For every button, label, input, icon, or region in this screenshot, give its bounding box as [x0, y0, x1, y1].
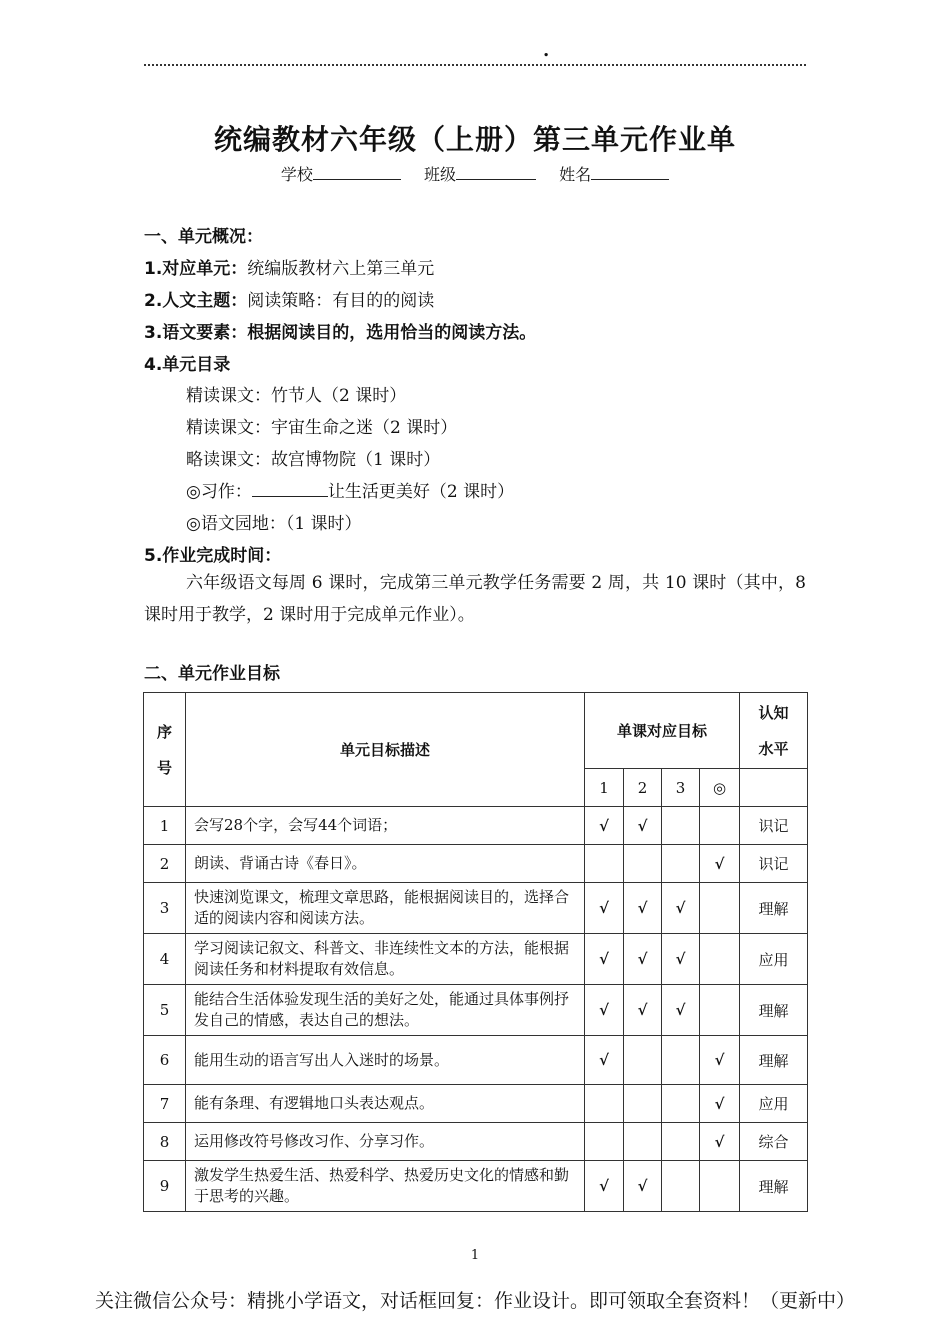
table-row — [144, 1161, 808, 1212]
check-cell — [624, 1036, 662, 1085]
row-description: 学习阅读记叙文、科普文、非连续性文本的方法，能根据阅读任务和材料提取有效信息。 — [186, 934, 585, 985]
row-level: 应用 — [740, 1085, 808, 1123]
row-level: 应用 — [740, 934, 808, 985]
item1-label: 1.对应单元： — [144, 259, 248, 279]
table-row — [144, 1036, 808, 1085]
row-description: 能结合生活体验发现生活的美好之处，能通过具体事例抒发自己的情感，表达自己的想法。 — [186, 985, 585, 1036]
check-cell — [662, 1085, 700, 1123]
check-cell: √ — [662, 883, 700, 934]
check-cell: √ — [624, 883, 662, 934]
name-label: 姓名 — [559, 165, 592, 184]
item2-value: 阅读策略：有目的的阅读 — [247, 291, 435, 311]
check-cell — [624, 1085, 662, 1123]
catalog-entry-garden: ◎语文园地：（1 课时） — [186, 514, 362, 534]
table-row — [144, 1085, 808, 1123]
check-cell: √ — [585, 883, 624, 934]
table-row — [144, 985, 808, 1036]
check-cell: √ — [585, 985, 624, 1036]
row-number: 3 — [144, 883, 186, 934]
check-cell — [662, 807, 700, 845]
header-cognitive-level: 认知水平 — [740, 693, 808, 769]
row-description: 会写28个字，会写44个词语； — [186, 807, 585, 845]
table-row — [144, 883, 808, 934]
row-number: 1 — [144, 807, 186, 845]
overview-item-time: 5.作业完成时间： — [144, 546, 282, 566]
check-cell — [662, 845, 700, 883]
page-title: 统编教材六年级（上册）第三单元作业单 — [213, 123, 736, 156]
footer-notice: 关注微信公众号：精挑小学语文，对话框回复：作业设计。即可领取全套资料！（更新中） — [94, 1290, 855, 1312]
row-description: 能有条理、有逻辑地口头表达观点。 — [186, 1085, 585, 1123]
check-cell: √ — [585, 1036, 624, 1085]
student-info-line — [144, 162, 806, 185]
row-level: 综合 — [740, 1123, 808, 1161]
check-cell: √ — [624, 934, 662, 985]
row-level: 识记 — [740, 807, 808, 845]
check-cell: √ — [585, 934, 624, 985]
check-cell: √ — [700, 845, 740, 883]
check-cell — [700, 807, 740, 845]
class-label: 班级 — [423, 165, 456, 184]
check-cell: √ — [700, 1123, 740, 1161]
item2-label: 2.人文主题： — [144, 291, 248, 311]
row-number: 9 — [144, 1161, 186, 1212]
check-cell: √ — [700, 1036, 740, 1085]
check-cell — [585, 1085, 624, 1123]
check-cell — [700, 1161, 740, 1212]
check-cell — [624, 1123, 662, 1161]
table-row — [144, 807, 808, 845]
item3-value: 根据阅读目的，选用恰当的阅读方法。 — [247, 323, 537, 343]
check-cell: √ — [585, 807, 624, 845]
unit-goals-table — [143, 692, 808, 1212]
row-number: 7 — [144, 1085, 186, 1123]
writing-suffix: 让生活更美好（2 课时） — [327, 482, 515, 502]
row-level: 识记 — [740, 845, 808, 883]
check-cell — [700, 934, 740, 985]
check-cell — [700, 985, 740, 1036]
name-blank[interactable] — [591, 165, 669, 180]
catalog-entry-writing — [186, 477, 514, 502]
sub-header: 1 — [585, 769, 624, 807]
school-label: 学校 — [280, 165, 313, 184]
row-description: 能用生动的语言写出人入迷时的场景。 — [186, 1036, 585, 1085]
check-cell — [700, 883, 740, 934]
check-cell — [624, 845, 662, 883]
header-dot: . — [543, 40, 550, 61]
catalog-entry: 精读课文：竹节人（2 课时） — [186, 386, 407, 406]
header-description: 单元目标描述 — [186, 693, 585, 807]
row-description: 激发学生热爱生活、热爱科学、热爱历史文化的情感和勤于思考的兴趣。 — [186, 1161, 585, 1212]
check-cell — [662, 1161, 700, 1212]
row-level: 理解 — [740, 985, 808, 1036]
header-lesson-targets: 单课对应目标 — [585, 693, 740, 769]
header-index: 序号 — [144, 693, 186, 807]
check-cell — [585, 845, 624, 883]
row-level: 理解 — [740, 883, 808, 934]
row-level: 理解 — [740, 1036, 808, 1085]
check-cell: √ — [662, 934, 700, 985]
section2-heading: 二、单元作业目标 — [144, 664, 280, 684]
sub-header: ◎ — [700, 769, 740, 807]
overview-item-catalog: 4.单元目录 — [144, 355, 231, 375]
overview-item-theme — [144, 286, 434, 311]
sub-header: 3 — [662, 769, 700, 807]
header-dotted-rule — [144, 64, 806, 66]
table-row — [144, 1123, 808, 1161]
check-cell: √ — [624, 1161, 662, 1212]
table-row — [144, 934, 808, 985]
overview-item-unit — [144, 254, 434, 279]
check-cell: √ — [662, 985, 700, 1036]
row-number: 8 — [144, 1123, 186, 1161]
row-number: 6 — [144, 1036, 186, 1085]
row-number: 5 — [144, 985, 186, 1036]
row-description: 快速浏览课文，梳理文章思路，能根据阅读目的，选择合适的阅读内容和阅读方法。 — [186, 883, 585, 934]
school-blank[interactable] — [313, 165, 401, 180]
check-cell: √ — [624, 985, 662, 1036]
writing-title-blank[interactable] — [252, 481, 328, 497]
check-cell: √ — [700, 1085, 740, 1123]
row-level: 理解 — [740, 1161, 808, 1212]
page-number: 1 — [470, 1248, 480, 1263]
sub-header-empty — [740, 769, 808, 807]
row-number: 2 — [144, 845, 186, 883]
row-description: 运用修改符号修改习作、分享习作。 — [186, 1123, 585, 1161]
catalog-entry: 略读课文：故宫博物院（1 课时） — [186, 450, 441, 470]
check-cell — [662, 1036, 700, 1085]
check-cell: √ — [624, 807, 662, 845]
check-cell — [662, 1123, 700, 1161]
catalog-entry: 精读课文：宇宙生命之迷（2 课时） — [186, 418, 458, 438]
table-row — [144, 845, 808, 883]
check-cell: √ — [585, 1161, 624, 1212]
section1-heading: 一、单元概况： — [144, 227, 263, 247]
writing-prefix: ◎习作： — [186, 482, 252, 502]
item3-label: 3.语文要素： — [144, 323, 248, 343]
class-blank[interactable] — [456, 165, 536, 180]
overview-item-element — [144, 318, 536, 343]
time-paragraph: 六年级语文每周 6 课时，完成第三单元教学任务需要 2 周，共 10 课时（其中，8 课时用于教学，2 课时用于完成单元作业）。 — [144, 573, 806, 625]
sub-header: 2 — [624, 769, 662, 807]
row-number: 4 — [144, 934, 186, 985]
row-description: 朗读、背诵古诗《春日》。 — [186, 845, 585, 883]
check-cell — [585, 1123, 624, 1161]
item1-value: 统编版教材六上第三单元 — [247, 259, 435, 279]
